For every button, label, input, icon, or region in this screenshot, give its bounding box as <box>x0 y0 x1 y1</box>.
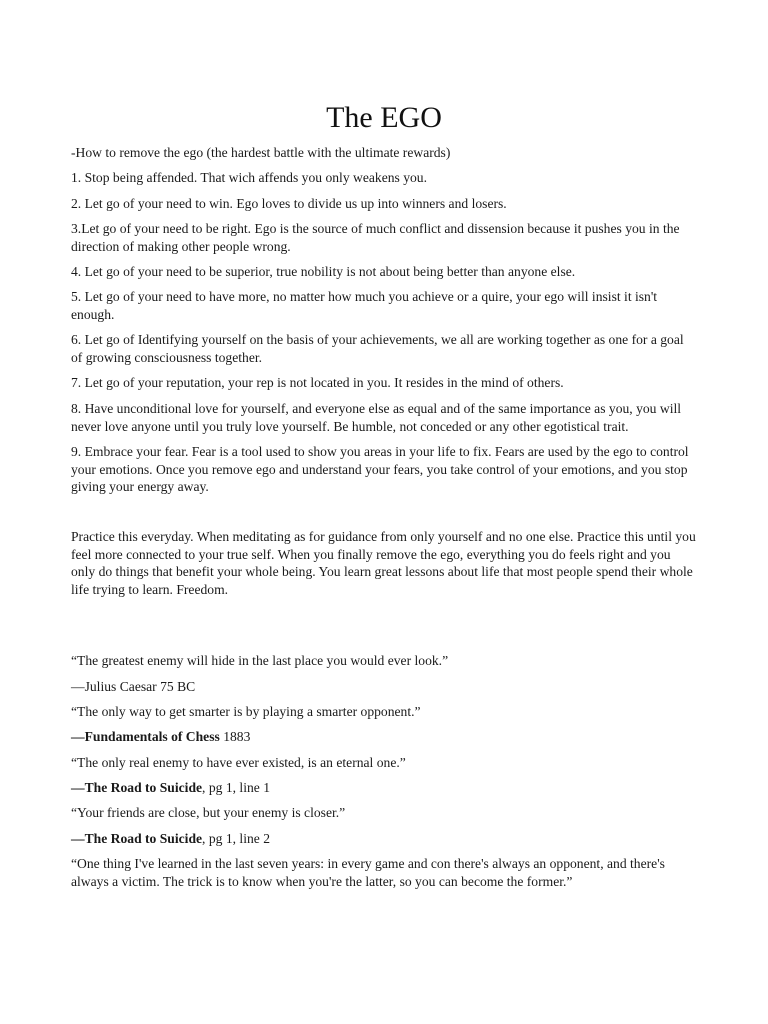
quote-text: “Your friends are close, but your enemy is closer.” <box>71 805 346 821</box>
step-8: 8. Have unconditional love for yourself, and everyone else as equal and of the same importance as you, you will never love anyone until you truly love yourself. Be humble, not conceded or any other egotistical trait. <box>71 400 682 434</box>
quote-source-detail: , pg 1, line 1 <box>202 779 271 795</box>
spacer <box>71 504 697 528</box>
step-4: 4. Let go of your need to be superior, true nobility is not about being better than anyone else. <box>71 263 576 279</box>
step-3: 3.Let go of your need to be right. Ego is the source of much conflict and dissension because it pushes you in the direction of making other people wrong. <box>71 220 680 254</box>
practice-paragraph: Practice this everyday. When meditating as for guidance from only yourself and no one else. Practice this until you feel more connected to your true self. When you finally remove the ego, everything you do feels right and you only do things that benefit your whole being. You learn great lessons about life that most people spend their whole life trying to learn. Freedom. <box>71 528 696 598</box>
quote-source <box>71 779 697 797</box>
final-quote: “One thing I've learned in the last seven years: in every game and con there's always an opponent, and there's always a victim. The trick is to know when you're the latter, so you can become the former.” <box>71 855 665 889</box>
document-page <box>71 98 697 898</box>
quote-source <box>71 830 697 848</box>
step-1: 1. Stop being affended. That wich affends you only weakens you. <box>71 170 428 186</box>
quote-source-detail: , pg 1, line 2 <box>202 830 271 846</box>
step-5: 5. Let go of your need to have more, no matter how much you achieve or a quire, your ego will insist it isn't enough. <box>71 289 658 323</box>
quote-source <box>71 678 697 696</box>
step-6: 6. Let go of Identifying yourself on the basis of your achievements, we all are working together as one for a goal of growing consciousness together. <box>71 332 684 366</box>
quote-source-title: —Fundamentals of Chess <box>71 729 220 745</box>
quote-source-title: —The Road to Suicide <box>71 830 203 846</box>
quote-source-title: —The Road to Suicide <box>71 779 203 795</box>
quote-text: “The only way to get smarter is by playing a smarter opponent.” <box>71 704 421 720</box>
quotes-section <box>71 652 697 890</box>
quote-text: “The only real enemy to have ever existed, is an eternal one.” <box>71 754 406 770</box>
quote-source-detail: 1883 <box>219 729 251 745</box>
spacer <box>71 606 697 652</box>
quote-source-text: —Julius Caesar 75 BC <box>71 678 196 694</box>
page-title: The EGO <box>326 101 442 134</box>
step-9: 9. Embrace your fear. Fear is a tool used to show you areas in your life to fix. Fears are used by the ego to control your emotions. Once you remove ego and understand your fears, you take control of your emotions, and you stop giving your energy away. <box>71 443 689 495</box>
step-7: 7. Let go of your reputation, your rep is not located in you. It resides in the mind of others. <box>71 375 564 391</box>
intro-line: -How to remove the ego (the hardest battle with the ultimate rewards) <box>71 145 451 160</box>
step-2: 2. Let go of your need to win. Ego loves to divide us up into winners and losers. <box>71 195 507 211</box>
quote-source <box>71 728 697 746</box>
quote-text: “The greatest enemy will hide in the last place you would ever look.” <box>71 653 449 669</box>
